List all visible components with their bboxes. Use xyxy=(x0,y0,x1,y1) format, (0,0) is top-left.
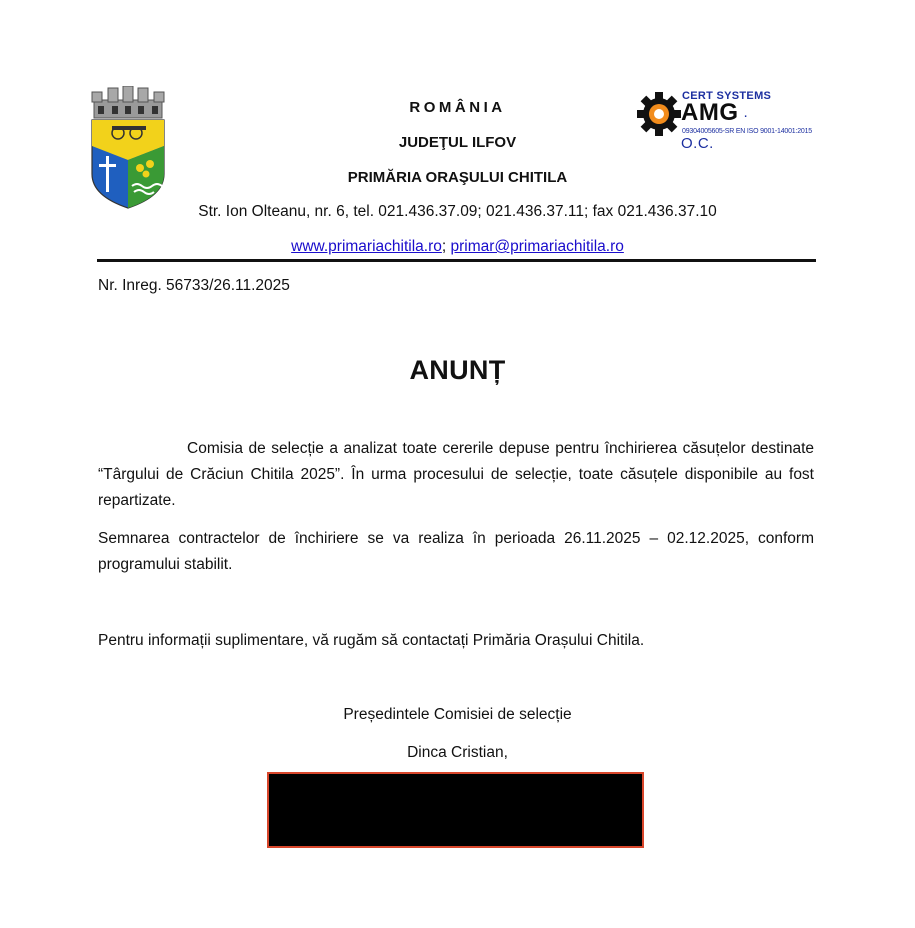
registration-number: Nr. Inreg. 56733/26.11.2025 xyxy=(98,277,290,294)
cert-bottom-text: 09304005605-SR EN ISO 9001-14001:2015 xyxy=(682,128,812,135)
paragraph-contracts: Semnarea contractelor de închiriere se va realiza în perioada 26.11.2025 – 02.12.2025, conform programului stabilit. xyxy=(98,530,814,573)
header-links xyxy=(0,238,915,256)
header-country: ROMÂNIA xyxy=(409,99,506,116)
cert-top-text: CERT SYSTEMS xyxy=(682,90,772,102)
cert-brand: AMG · O.C. xyxy=(681,99,749,152)
link-separator: ; xyxy=(441,238,447,255)
gear-icon xyxy=(636,91,682,137)
paragraph-selection: Comisia de selecție a analizat toate cererile depuse pentru închirierea căsuțelor destinate “Târgului de Crăciun Chitila 2025”. În urma procesului de selecție, toate căsuțele disponibile au fost repartizate. xyxy=(98,440,814,509)
website-link[interactable]: www.primariachitila.ro xyxy=(291,238,442,255)
cert-brand-suffix: O.C. xyxy=(681,135,714,152)
signatory-role: Președintele Comisiei de selecție xyxy=(343,706,572,723)
document-title: ANUNȚ xyxy=(409,355,506,385)
certification-logo xyxy=(636,90,812,152)
header-county: JUDEŢUL ILFOV xyxy=(398,134,517,151)
email-link[interactable]: primar@primariachitila.ro xyxy=(450,238,624,255)
header-office: PRIMĂRIA ORAŞULUI CHITILA xyxy=(347,169,568,186)
signatory-name: Dinca Cristian, xyxy=(407,744,508,761)
header-address: Str. Ion Olteanu, nr. 6, tel. 021.436.37.09; 021.436.37.11; fax 021.436.37.10 xyxy=(198,203,717,220)
cert-brand-name: AMG xyxy=(681,99,739,126)
signature-redaction xyxy=(267,772,644,848)
header-divider xyxy=(97,259,816,262)
paragraph-contact: Pentru informații suplimentare, vă rugăm să contactați Primăria Orașului Chitila. xyxy=(98,632,645,649)
